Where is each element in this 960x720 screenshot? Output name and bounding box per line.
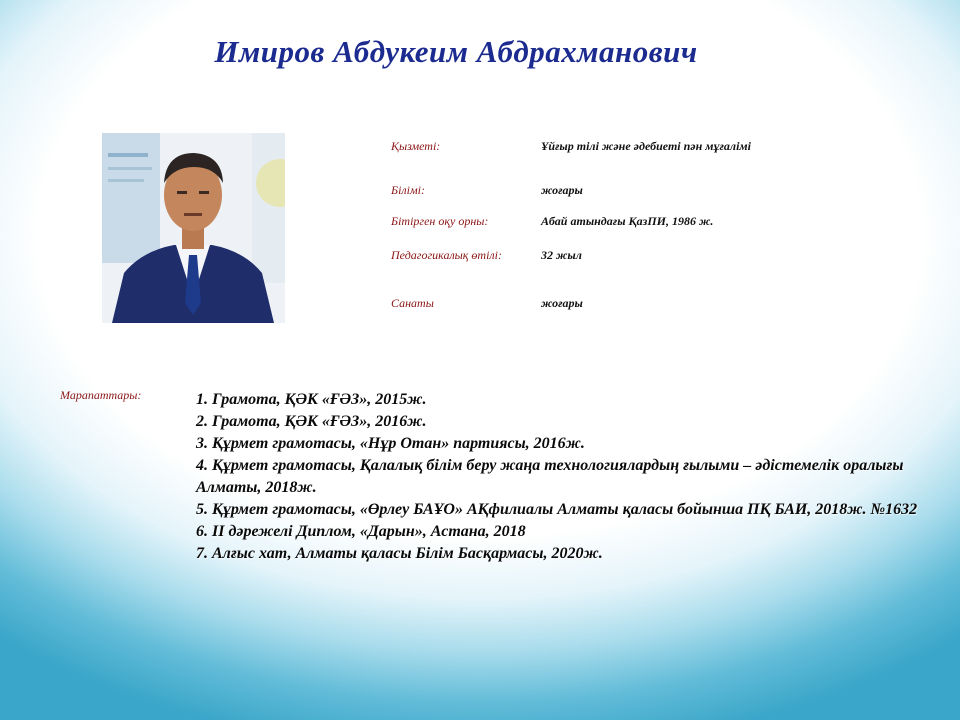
experience-value: 32 жыл	[541, 248, 582, 262]
award-item: 1. Грамота, ҚӘК «ҒӘЗ», 2015ж.	[196, 391, 427, 408]
award-item: 5. Құрмет грамотасы, «Өрлеу БАҰО» АҚфилиалы Алматы қаласы бойынша ПҚ БАИ, 2018ж. №1632	[196, 501, 918, 518]
award-item: 4. Құрмет грамотасы, Қалалық білім беру жаңа технологиялардың ғылыми – әдістемелік оралығы Алматы, 2018ж.	[196, 457, 904, 496]
awards-list	[196, 389, 926, 565]
award-item: 2. Грамота, ҚӘК «ҒӘЗ», 2016ж.	[196, 413, 427, 430]
institution-value: Абай атындағы ҚазПИ, 1986 ж.	[541, 214, 714, 228]
page-title: Имиров Абдукеим Абдрахманович	[214, 34, 698, 69]
education-label: Білімі:	[391, 183, 425, 197]
award-item: 6. ІІ дәрежелі Диплом, «Дарын», Астана, 2018	[196, 523, 526, 540]
category-value: жоғары	[541, 296, 583, 310]
education-value: жоғары	[541, 183, 583, 197]
award-item: 7. Алғыс хат, Алматы қаласы Білім Басқармасы, 2020ж.	[196, 545, 603, 562]
category-label: Санаты	[391, 296, 434, 310]
award-item: 3. Құрмет грамотасы, «Нұр Отан» партиясы, 2016ж.	[196, 435, 585, 452]
awards-label: Марапаттары:	[60, 388, 142, 402]
position-value: Ұйғыр тілі және әдебиеті пән мұғалімі	[541, 139, 751, 153]
experience-label: Педагогикалық өтілі:	[391, 248, 502, 262]
teacher-portrait-photo	[102, 133, 285, 323]
position-label: Қызметі:	[391, 139, 441, 153]
institution-label: Бітірген оқу орны:	[391, 214, 489, 228]
